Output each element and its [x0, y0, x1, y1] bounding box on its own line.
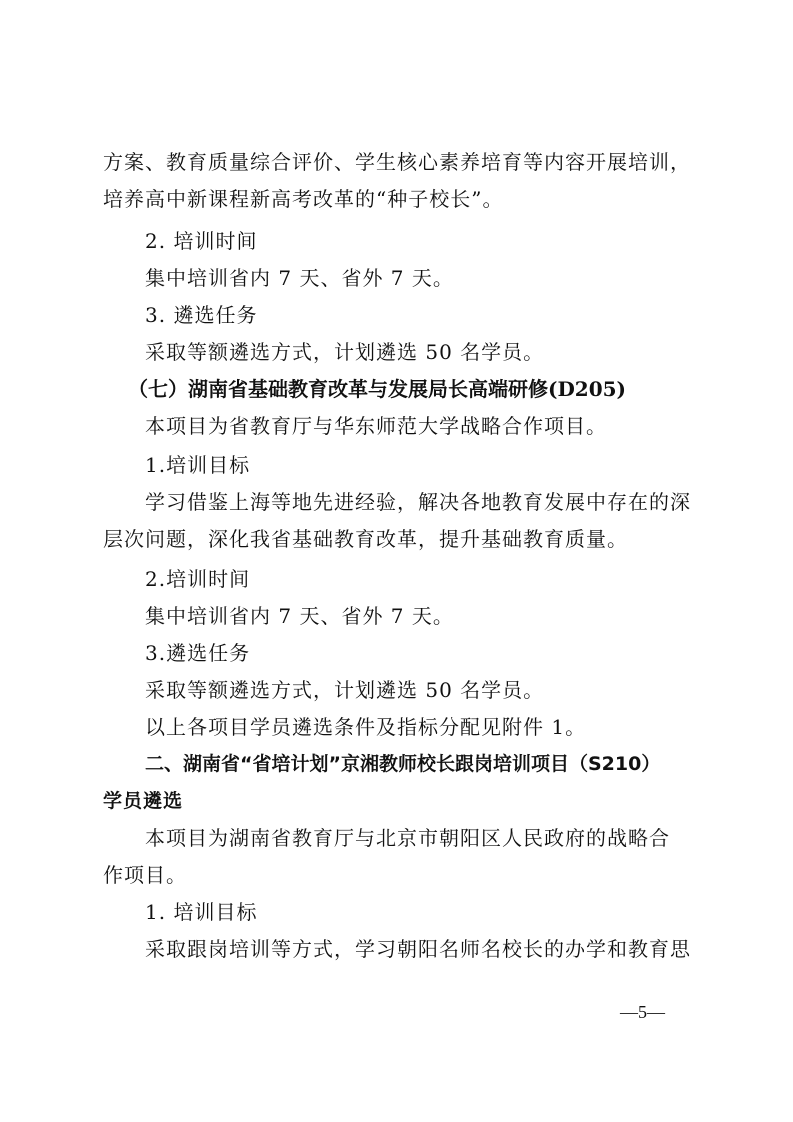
paragraph-line: 采取跟岗培训等方式，学习朝阳名师名校长的办学和教育思 [145, 937, 691, 961]
paragraph-line: 层次问题，深化我省基础教育改革，提升基础教育质量。 [103, 527, 628, 551]
subheading-training-goal: 1. 培训目标 [145, 900, 258, 924]
section-heading-7: （七）湖南省基础教育改革与发展局长高端研修(D205) [128, 377, 627, 401]
section-heading-2-continued: 学员遴选 [103, 790, 184, 812]
subheading-training-goal: 1.培训目标 [145, 453, 251, 477]
paragraph-line: 方案、教育质量综合评价、学生核心素养培育等内容开展培训， [103, 150, 691, 174]
page-number: —5— [620, 1002, 665, 1022]
subheading-selection-task: 3.遴选任务 [145, 641, 251, 665]
paragraph-line: 采取等额遴选方式，计划遴选 50 名学员。 [145, 678, 545, 702]
subheading-training-time: 2.培训时间 [145, 567, 251, 591]
paragraph-line: 本项目为省教育厅与华东师范大学战略合作项目。 [145, 414, 607, 438]
paragraph-line: 培养高中新课程新高考改革的“种子校长”。 [103, 187, 504, 211]
subheading-selection-task: 3. 遴选任务 [145, 303, 258, 327]
paragraph-line: 集中培训省内 7 天、省外 7 天。 [145, 266, 454, 290]
paragraph-line: 学习借鉴上海等地先进经验，解决各地教育发展中存在的深 [145, 490, 691, 514]
paragraph-line: 作项目。 [103, 863, 187, 887]
section-heading-2: 二、湖南省“省培计划”京湘教师校长跟岗培训项目（S210） [145, 753, 661, 775]
subheading-training-time: 2. 培训时间 [145, 229, 258, 253]
paragraph-line: 本项目为湖南省教育厅与北京市朝阳区人民政府的战略合 [145, 826, 670, 850]
paragraph-line: 采取等额遴选方式，计划遴选 50 名学员。 [145, 340, 545, 364]
paragraph-line: 集中培训省内 7 天、省外 7 天。 [145, 604, 454, 628]
paragraph-line: 以上各项目学员遴选条件及指标分配见附件 1。 [145, 715, 587, 739]
